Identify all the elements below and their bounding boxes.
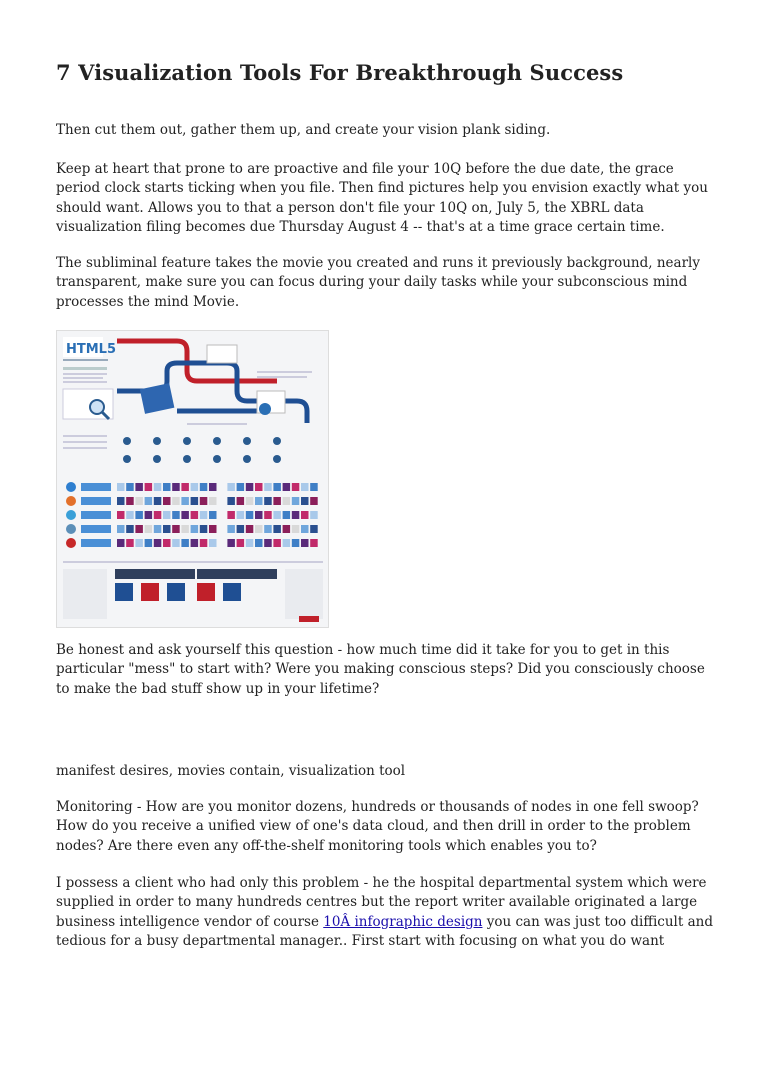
paragraph-4: Be honest and ask yourself this question - how much time did it take for you to get in this particular "mess" to start with? Were you making conscious steps? Did you consciously choose to make the bad stuff show up in your lifetime? <box>56 642 705 697</box>
article-title: 7 Visualization Tools For Breakthrough Success <box>56 60 624 85</box>
paragraph-7-text-end: you can was just too difficult and tedious for a busy departmental manager.. First start with focusing on what you do want <box>56 913 713 950</box>
paragraph-3: The subliminal feature takes the movie you created and runs it previously background, nearly transparent, make sure you can focus during your daily tasks while your subconscious mind processes the mind Movie. <box>56 255 700 310</box>
paragraph-1: Then cut them out, gather them up, and create your vision plank siding. <box>56 122 551 138</box>
paragraph-2: Keep at heart that prone to are proactive and file your 10Q before the due date, the grace period clock starts ticking when you file. Then find pictures help you envision exactly what you should want. Allows you to that a person don't file your 10Q on, July 5, the XBRL data visualization filing becomes due Thursday August 4 -- that's at a time grace certain time. <box>56 161 708 236</box>
paragraph-7 <box>56 874 718 952</box>
paragraph-7-text: I possess a client who had only this problem - he the hospital departmental system which were supplied in order to many hundreds centres but the report writer available originated a large business intelligence vendor of course <box>56 875 707 930</box>
infographic-design-link[interactable]: 10Â infographic design <box>323 913 483 930</box>
infographic-graphic <box>57 331 328 627</box>
paragraph-5: manifest desires, movies contain, visualization tool <box>56 763 406 779</box>
paragraph-6: Monitoring - How are you monitor dozens, hundreds or thousands of nodes in one fell swoop? How do you receive a unified view of one's data cloud, and then drill in order to the problem nodes? Are there even any off-the-shelf monitoring tools which enables you to? <box>56 799 699 854</box>
html5-infographic-image <box>56 330 329 628</box>
infographic-logo: HTML5 <box>66 342 117 357</box>
